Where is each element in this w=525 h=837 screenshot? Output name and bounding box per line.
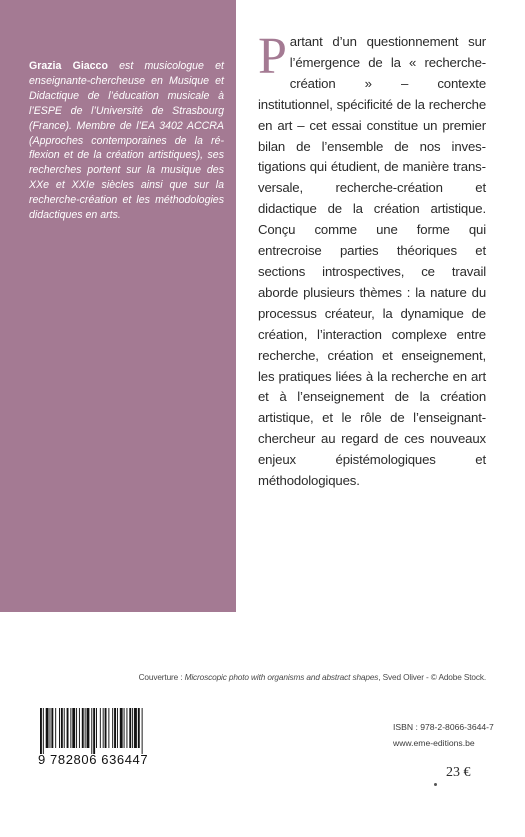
author-name: Grazia Giacco	[29, 60, 108, 72]
barcode-digits: 9 782806 636447	[38, 752, 149, 767]
publisher-website: www.eme-editions.be	[393, 738, 475, 748]
back-cover-summary	[258, 28, 486, 492]
credit-title: Microscopic photo with organisms and abstract shapes	[184, 672, 379, 682]
isbn-text: ISBN : 978-2-8066-3644-7	[393, 722, 494, 732]
author-bio	[29, 59, 224, 223]
author-bio-text: est musicologue et enseignante-chercheuse en Musique et Didactique de l’éducation musicale à l’ESPE de l’Université de Strasbourg (France). Membre de l’EA 3402 ACCRA (Approches contemporaines de la réflexion et de la création artistiques), ses recherches portent sur la musique des XXe et XXIe siècles ainsi que sur la recherche-création et les méthodologies didactiques en arts.	[29, 60, 224, 222]
price: 23 €	[446, 765, 471, 780]
author-panel	[0, 0, 236, 612]
summary-text: artant d’un questionnement sur l’émergence de la « recherche-création » – contexte institutionnel, spécificité de la recherche en art – cet essai constitue un premier bilan de l’ensemble de nos investigations qui étudient, de manière transversale, recherche-création et didactique de la création artistique. Conçu comme une forme qui entrecroise parties théoriques et sections introspectives, ce travail aborde plusieurs thèmes : la nature du processus créateur, la dynamique de création, l’interaction complexe entre recherche, création et enseignement, les pratiques liées à la recherche en art et à l’enseignement de la création artistique, et le rôle de l’enseignant-chercheur au regard de ces nouveaux enjeux épistémologiques et méthodologiques.	[258, 34, 486, 489]
credit-prefix: Couverture :	[138, 672, 185, 682]
price-mark	[434, 783, 437, 786]
cover-credit	[0, 672, 486, 682]
barcode-bars	[38, 708, 170, 754]
drop-cap: P	[258, 28, 287, 85]
credit-suffix: , Sved Oliver - © Adobe Stock.	[378, 672, 486, 682]
